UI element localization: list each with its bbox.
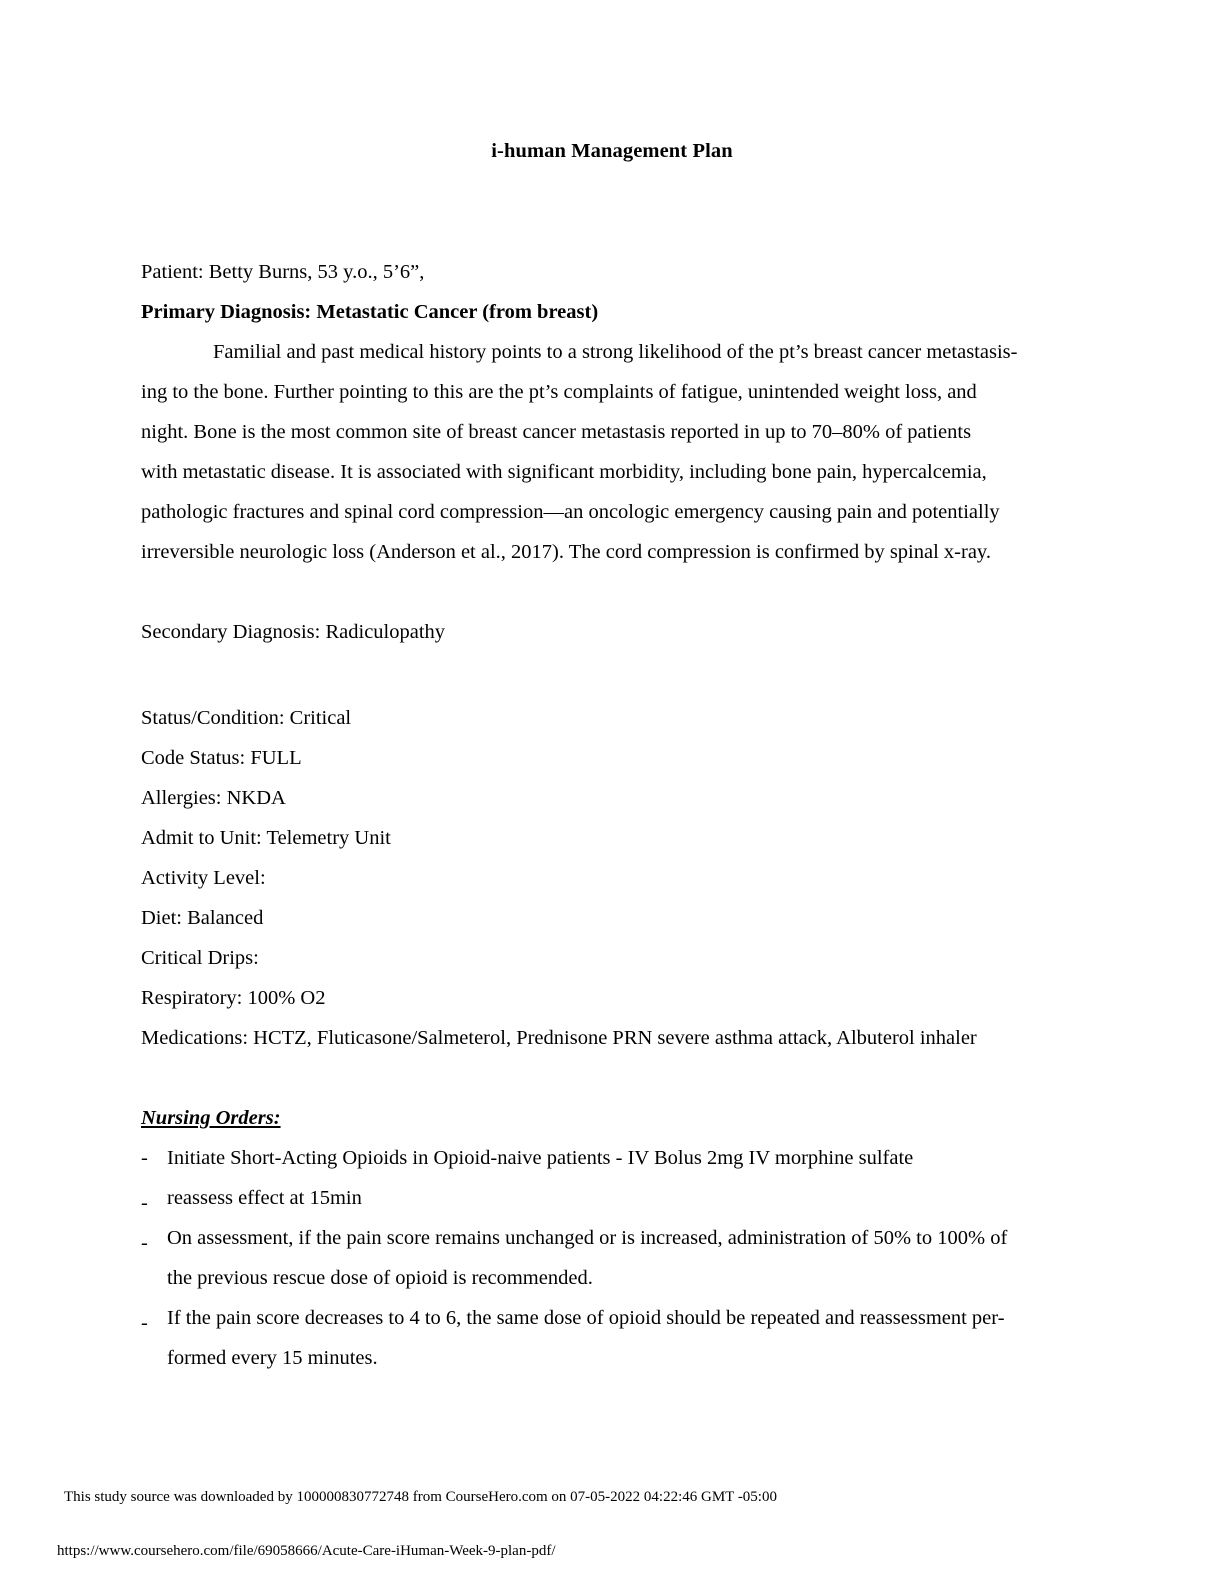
- list-item: [141, 1298, 1085, 1378]
- page-title: i-human Management Plan: [491, 140, 733, 162]
- list-item-continuation: formed every 15 minutes.: [167, 1347, 378, 1369]
- list-item-text: [167, 1298, 1085, 1378]
- status-field-admit-to-unit: Admit to Unit: Telemetry Unit: [141, 827, 391, 849]
- status-field-respiratory: Respiratory: 100% O2: [141, 987, 326, 1009]
- list-item-text: [167, 1218, 1085, 1298]
- download-source-note: This study source was downloaded by 100000830772748 from CourseHero.com on 07-05-2022 04:22:46 GMT -05:00: [64, 1489, 777, 1505]
- primary-diagnosis-paragraph: [141, 332, 1085, 572]
- list-item-text: [167, 1178, 1085, 1218]
- document-body: [141, 252, 1085, 1378]
- list-item-line: On assessment, if the pain score remains unchanged or is increased, administration of 50% to 100% of: [167, 1227, 1008, 1249]
- secondary-diagnosis-line: Secondary Diagnosis: Radiculopathy: [141, 621, 446, 643]
- status-field-list: [141, 698, 1085, 1058]
- bullet-marker-icon: -: [141, 1192, 148, 1214]
- nursing-orders-heading: Nursing Orders:: [141, 1107, 281, 1129]
- list-item-line: reassess effect at 15min: [167, 1187, 362, 1209]
- paragraph-line: night. Bone is the most common site of breast cancer metastasis reported in up to 70–80% of patients: [141, 421, 972, 443]
- primary-diagnosis-heading: Primary Diagnosis: Metastatic Cancer (from breast): [141, 301, 599, 323]
- list-item: [141, 1218, 1085, 1298]
- paragraph-line: with metastatic disease. It is associated with significant morbidity, including bone pain, hypercalcemia,: [141, 461, 987, 483]
- paragraph-line: irreversible neurologic loss (Anderson et al., 2017). The cord compression is confirmed by spinal x-ray.: [141, 541, 991, 563]
- paragraph-line: ing to the bone. Further pointing to this are the pt’s complaints of fatigue, unintended weight loss, and: [141, 381, 977, 403]
- list-item-line: If the pain score decreases to 4 to 6, the same dose of opioid should be repeated and reassessment per-: [167, 1307, 1005, 1329]
- status-field-critical-drips: Critical Drips:: [141, 947, 259, 969]
- list-item-continuation: the previous rescue dose of opioid is recommended.: [167, 1267, 593, 1289]
- status-field-code-status: Code Status: FULL: [141, 747, 302, 769]
- bullet-marker-icon: -: [141, 1312, 148, 1334]
- paragraph-line: Familial and past medical history points to a strong likelihood of the pt’s breast cancer metastasis-: [213, 341, 1018, 363]
- bullet-marker-icon: -: [141, 1147, 148, 1169]
- status-field-diet: Diet: Balanced: [141, 907, 264, 929]
- source-url[interactable]: https://www.coursehero.com/file/69058666/Acute-Care-iHuman-Week-9-plan-pdf/: [57, 1543, 556, 1559]
- list-item: [141, 1178, 1085, 1218]
- status-field-medications: Medications: HCTZ, Fluticasone/Salmeterol, Prednisone PRN severe asthma attack, Albuterol inhaler: [141, 1027, 977, 1049]
- paragraph-line: pathologic fractures and spinal cord compression—an oncologic emergency causing pain and potentially: [141, 501, 1000, 523]
- spacer: [141, 1058, 1085, 1098]
- status-field-allergies: Allergies: NKDA: [141, 787, 286, 809]
- status-field-activity-level: Activity Level:: [141, 867, 266, 889]
- list-item-line: Initiate Short-Acting Opioids in Opioid-naive patients - IV Bolus 2mg IV morphine sulfate: [167, 1147, 914, 1169]
- list-item: [141, 1138, 1085, 1178]
- list-item-text: [167, 1138, 1085, 1178]
- spacer: [141, 572, 1085, 612]
- spacer: [141, 652, 1085, 698]
- patient-info-line: Patient: Betty Burns, 53 y.o., 5’6”,: [141, 261, 425, 283]
- status-field-status-condition: Status/Condition: Critical: [141, 707, 352, 729]
- nursing-orders-list: [141, 1138, 1085, 1378]
- bullet-marker-icon: -: [141, 1232, 148, 1254]
